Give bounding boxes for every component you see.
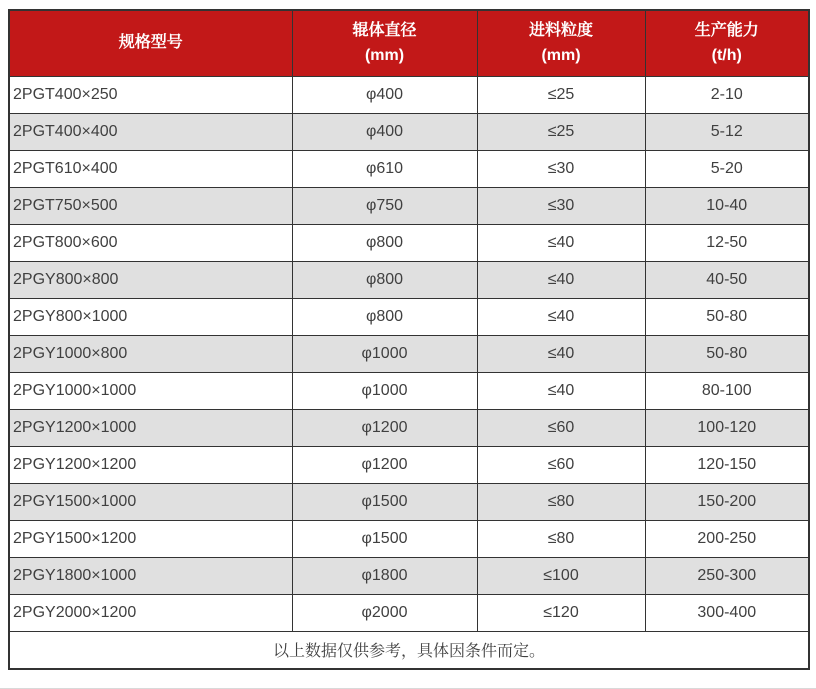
table-row (9, 261, 809, 298)
model-cell: 2PGT750×500 (9, 187, 292, 224)
column-header-label: 辊体直径 (352, 21, 417, 39)
spec-table-body (9, 76, 809, 631)
spec-cell: φ800 (292, 298, 477, 335)
spec-cell: φ2000 (292, 594, 477, 631)
model-cell: 2PGY800×1000 (9, 298, 292, 335)
spec-cell: φ1500 (292, 520, 477, 557)
spec-cell: ≤25 (477, 113, 645, 150)
model-cell: 2PGY1500×1200 (9, 520, 292, 557)
spec-cell: φ1200 (292, 446, 477, 483)
spec-cell: φ1200 (292, 409, 477, 446)
column-header-unit: (t/h) (711, 46, 742, 64)
spec-cell: φ610 (292, 150, 477, 187)
column-header-unit: (mm) (364, 46, 405, 64)
column-header-label: 规格型号 (118, 34, 183, 52)
spec-table (8, 9, 810, 670)
column-header-unit: (mm) (541, 46, 581, 64)
table-row (9, 224, 809, 261)
spec-cell: φ800 (292, 261, 477, 298)
model-cell: 2PGY800×800 (9, 261, 292, 298)
spec-cell: 12-50 (645, 224, 809, 261)
column-header-feed-size (477, 10, 645, 76)
model-cell: 2PGT400×250 (9, 76, 292, 113)
spec-cell: ≤40 (477, 224, 645, 261)
spec-cell: ≤60 (477, 409, 645, 446)
spec-cell: φ1500 (292, 483, 477, 520)
spec-cell: 200-250 (645, 520, 809, 557)
spec-cell: φ400 (292, 76, 477, 113)
spec-cell: ≤40 (477, 261, 645, 298)
table-row (9, 446, 809, 483)
model-cell: 2PGT610×400 (9, 150, 292, 187)
model-cell: 2PGY1200×1000 (9, 409, 292, 446)
table-row (9, 335, 809, 372)
spec-cell: 50-80 (645, 298, 809, 335)
spec-cell: 2-10 (645, 76, 809, 113)
spec-cell: ≤40 (477, 372, 645, 409)
spec-cell: ≤40 (477, 298, 645, 335)
model-cell: 2PGY1500×1000 (9, 483, 292, 520)
spec-cell: φ800 (292, 224, 477, 261)
column-header-roller-diameter (292, 10, 477, 76)
spec-cell: 40-50 (645, 261, 809, 298)
footer-row (9, 631, 809, 669)
spec-cell: 50-80 (645, 335, 809, 372)
table-row (9, 113, 809, 150)
column-header-model (9, 10, 292, 76)
spec-cell: 80-100 (645, 372, 809, 409)
table-row (9, 298, 809, 335)
model-cell: 2PGT400×400 (9, 113, 292, 150)
table-row (9, 594, 809, 631)
spec-cell: φ1000 (292, 335, 477, 372)
column-header-label: 进料粒度 (528, 21, 593, 39)
spec-cell: 120-150 (645, 446, 809, 483)
spec-cell: ≤80 (477, 520, 645, 557)
table-row (9, 557, 809, 594)
table-row (9, 187, 809, 224)
spec-cell: φ400 (292, 113, 477, 150)
spec-cell: φ750 (292, 187, 477, 224)
spec-table-header (9, 10, 809, 76)
spec-cell: φ1800 (292, 557, 477, 594)
spec-cell: ≤40 (477, 335, 645, 372)
model-cell: 2PGY1000×800 (9, 335, 292, 372)
model-cell: 2PGT800×600 (9, 224, 292, 261)
model-cell: 2PGY1000×1000 (9, 372, 292, 409)
spec-table-footer (9, 631, 809, 669)
spec-cell: 150-200 (645, 483, 809, 520)
spec-cell: 100-120 (645, 409, 809, 446)
table-row (9, 76, 809, 113)
spec-cell: ≤30 (477, 150, 645, 187)
spec-cell: 5-12 (645, 113, 809, 150)
table-row (9, 483, 809, 520)
table-row (9, 372, 809, 409)
table-row (9, 409, 809, 446)
table-row (9, 520, 809, 557)
spec-cell: ≤80 (477, 483, 645, 520)
table-row (9, 150, 809, 187)
spec-cell: ≤100 (477, 557, 645, 594)
column-header-label: 生产能力 (694, 21, 759, 39)
model-cell: 2PGY1200×1200 (9, 446, 292, 483)
footer-note: 以上数据仅供参考，具体因条件而定。 (9, 631, 809, 669)
model-cell: 2PGY2000×1200 (9, 594, 292, 631)
column-header-capacity (645, 10, 809, 76)
spec-cell: 10-40 (645, 187, 809, 224)
spec-cell: 5-20 (645, 150, 809, 187)
spec-cell: ≤60 (477, 446, 645, 483)
spec-cell: 250-300 (645, 557, 809, 594)
spec-cell: ≤25 (477, 76, 645, 113)
model-cell: 2PGY1800×1000 (9, 557, 292, 594)
spec-cell: ≤120 (477, 594, 645, 631)
spec-cell: φ1000 (292, 372, 477, 409)
header-row (9, 10, 809, 76)
spec-cell: 300-400 (645, 594, 809, 631)
spec-cell: ≤30 (477, 187, 645, 224)
